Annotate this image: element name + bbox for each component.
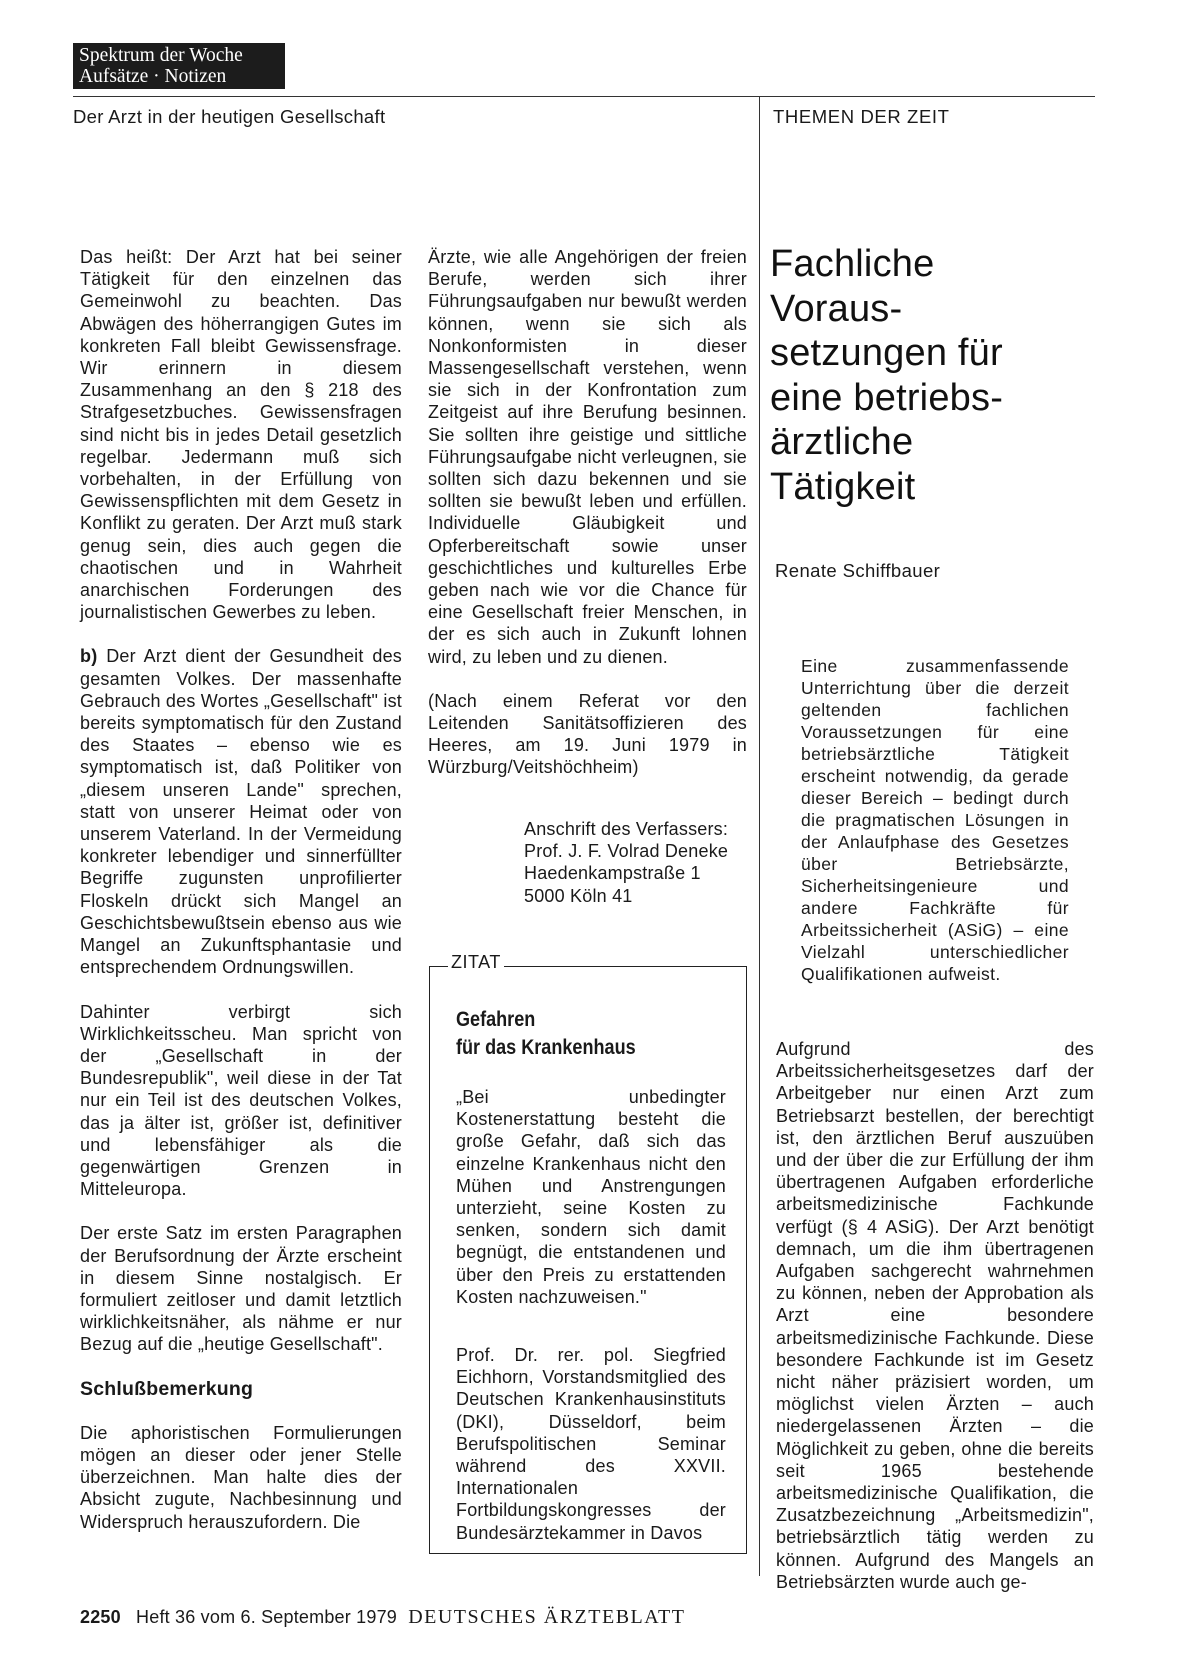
masthead-line-2: Aufsätze · Notizen xyxy=(79,66,227,87)
title-line: Fachliche xyxy=(770,243,935,285)
paragraph: (Nach einem Referat vor den Leitenden Sanitätsoffizieren des Heeres, am 19. Juni 1979 in Würzburg/Veitshöchheim) xyxy=(428,690,747,778)
paragraph: Dahinter verbirgt sich Wirklichkeitsscheu. Man spricht von der „Gesellschaft in der Bundesrepublik", weil diese in der Tat nur ein Teil ist des deutschen Volkes, das ja älter ist, größer ist, definitiver und lebensfähiger als die gegenwärtigen Grenzen in Mitteleuropa. xyxy=(80,1001,402,1200)
section-title-left: Der Arzt in der heutigen Gesellschaft xyxy=(73,106,386,127)
masthead-line-1: Spektrum der Woche xyxy=(79,45,243,66)
title-line: Voraus- xyxy=(770,287,903,330)
masthead xyxy=(73,43,285,89)
paragraph: Die aphoristischen Formulierungen mögen an dieser oder jener Stelle überzeichnen. Man halte dies der Absicht zugute, Nachbesinnung und Widerspruch herauszufordern. Die xyxy=(80,1422,402,1532)
page-number: 2250 xyxy=(80,1607,121,1627)
title-line: Tätigkeit xyxy=(770,465,916,508)
subheading: Schlußbemerkung xyxy=(80,1377,254,1400)
column-2 xyxy=(428,246,747,801)
header-rule xyxy=(73,96,1095,97)
quote-box-label: ZITAT xyxy=(448,952,504,973)
article-author: Renate Schiffbauer xyxy=(775,560,941,581)
quote-headline-line: Gefahren xyxy=(456,1008,536,1031)
address-line: Haedenkampstraße 1 xyxy=(524,863,701,884)
author-address xyxy=(524,818,728,907)
quote-headline xyxy=(456,1006,697,1062)
issue-info: Heft 36 vom 6. September 1979 xyxy=(136,1607,397,1627)
quote-headline-line: für das Krankenhaus xyxy=(456,1036,636,1059)
paragraph-lead: b) xyxy=(80,646,98,667)
journal-name: DEUTSCHES ÄRZTEBLATT xyxy=(408,1606,686,1628)
paragraph: Der erste Satz im ersten Paragraphen der Berufsordnung der Ärzte erscheint in diesem Sinne nostalgisch. Er formuliert zeitloser und damit letztlich wirklichkeitsnäher, als nähme er nur Bezug auf die „heutige Gesellschaft". xyxy=(80,1223,402,1355)
title-line: eine betriebs- xyxy=(770,376,1004,419)
address-line: Anschrift des Verfassers: xyxy=(524,819,729,839)
quote-source: Prof. Dr. rer. pol. Siegfried Eichhorn, Vorstandsmitglied des Deutschen Krankenhausinstituts (DKI), Düsseldorf, beim Berufspolitischen Seminar während des XXVII. Internationalen Fortbildungskongresses der Bundesärztekammer in Davos xyxy=(456,1345,726,1543)
address-line: Prof. J. F. Volrad Deneke xyxy=(524,841,729,862)
page-footer xyxy=(80,1606,685,1629)
address-line: 5000 Köln 41 xyxy=(524,885,633,906)
column-1 xyxy=(80,246,402,1555)
paragraph: Das heißt: Der Arzt hat bei seiner Tätigkeit für den einzelnen das Gemeinwohl zu beachten. Das Abwägen des höherrangigen Gutes im konkreten Fall bleibt Gewissensfrage. Wir erinnern in diesem Zusammenhang an den § 218 des Strafgesetzbuches. Gewissensfragen sind nicht bis in jedes Detail gesetzlich regelbar. Jedermann muß sich vorbehalten, in der Erfüllung von Gewissenspflichten mit dem Gesetz in Konflikt zu geraten. Der Arzt muß stark genug sein, dies auch gegen die chaotischen und in Wahrheit anarchischen Forderungen des journalistischen Gewerbes zu leben. xyxy=(80,247,402,623)
paragraph: Ärzte, wie alle Angehörigen der freien Berufe, werden sich ihrer Führungsaufgaben nur bewußt werden können, wenn sie sich als Nonkonformisten in dieser Massengesellschaft verstehen, wenn sie sich in der Konfrontation zum Zeitgeist auf ihre Berufung besinnen. Sie sollten ihre geistige und sittliche Führungsaufgabe nicht verleugnen, sie sollten sich dazu bekennen und sie sollten sie bewußt leben und erfüllen. Individuelle Gläubigkeit und Opferbereitschaft sowie unser geschichtliches und kulturelles Erbe geben nach wie vor die Chance für eine Gesellschaft freier Menschen, in der es sich auch in Zukunft lohnen wird, zu leben und zu dienen. xyxy=(428,247,747,667)
title-line: setzungen für xyxy=(770,332,1003,374)
article-body: Aufgrund des Arbeitssicherheitsgesetzes darf der Arbeitgeber nur einen Arzt zum Betriebsarzt bestellen, der berechtigt ist, den ärztlichen Beruf auszuüben und der über die zur Erfüllung der ihm übertragenen Aufgaben erforderliche arbeitsmedizinische Fachkunde verfügt (§ 4 ASiG). Der Arzt benötigt demnach, um die ihm übertragenen Aufgaben sachgerecht wahrnehmen zu können, neben der Approbation als Arzt eine besondere arbeitsmedizinische Fachkunde. Diese besondere Fachkunde ist im Gesetz nicht näher präzisiert worden, um möglichst vielen Ärzten – auch niedergelassenen Ärzten – die Möglichkeit zu geben, ohne die bereits seit 1965 bestehende arbeitsmedizinische Qualifikation, die Zusatzbezeichnung „Arbeitsmedizin", betriebsärztlich tätig werden zu können. Aufgrund des Mangels an Betriebsärzten wurde auch ge- xyxy=(776,1039,1094,1592)
section-title-right: THEMEN DER ZEIT xyxy=(773,106,950,127)
title-line: ärztliche xyxy=(770,421,914,463)
article-abstract: Eine zusammenfassende Unterrichtung über die derzeit geltenden fachlichen Voraussetzungen für eine betriebsärztliche Tätigkeit erscheint notwendig, da gerade dieser Bereich – bedingt durch die pragmatischen Lösungen in der Anlaufphase des Gesetzes über Betriebsärzte, Sicherheitsingenieure und andere Fachkräfte für Arbeitssicherheit (ASiG) – eine Vielzahl unterschiedlicher Qualifikationen aufweist. xyxy=(801,656,1069,984)
column-divider xyxy=(759,96,760,1576)
quote-text: „Bei unbedingter Kostenerstattung besteht die große Gefahr, daß sich das einzelne Krankenhaus nicht den Mühen und Anstrengungen unterzieht, seine Kosten zu senken, sondern sich damit begnügt, die entstandenen und über den Preis zu erstattenden Kosten nachzuweisen." xyxy=(456,1087,726,1307)
paragraph-text: Der Arzt dient der Gesundheit des gesamten Volkes. Der massenhafte Gebrauch des Wortes „Gesellschaft" ist bereits symptomatisch für den Zustand des Staates – ebenso wie es symptomatisch ist, daß Politiker von „diesem unseren Lande" sprechen, statt von unserer Heimat oder von unserem Vaterland. In der Vermeidung konkreter lebendiger und sinnerfüllter Begriffe zugunsten unprofilierter Floskeln drückt sich Mangel an Geschichtsbewußtsein ebenso aus wie Mangel an Zukunftsphantasie und entsprechendem Ordnungswillen. xyxy=(80,646,402,978)
article-title xyxy=(770,242,1090,509)
paragraph xyxy=(80,645,402,978)
